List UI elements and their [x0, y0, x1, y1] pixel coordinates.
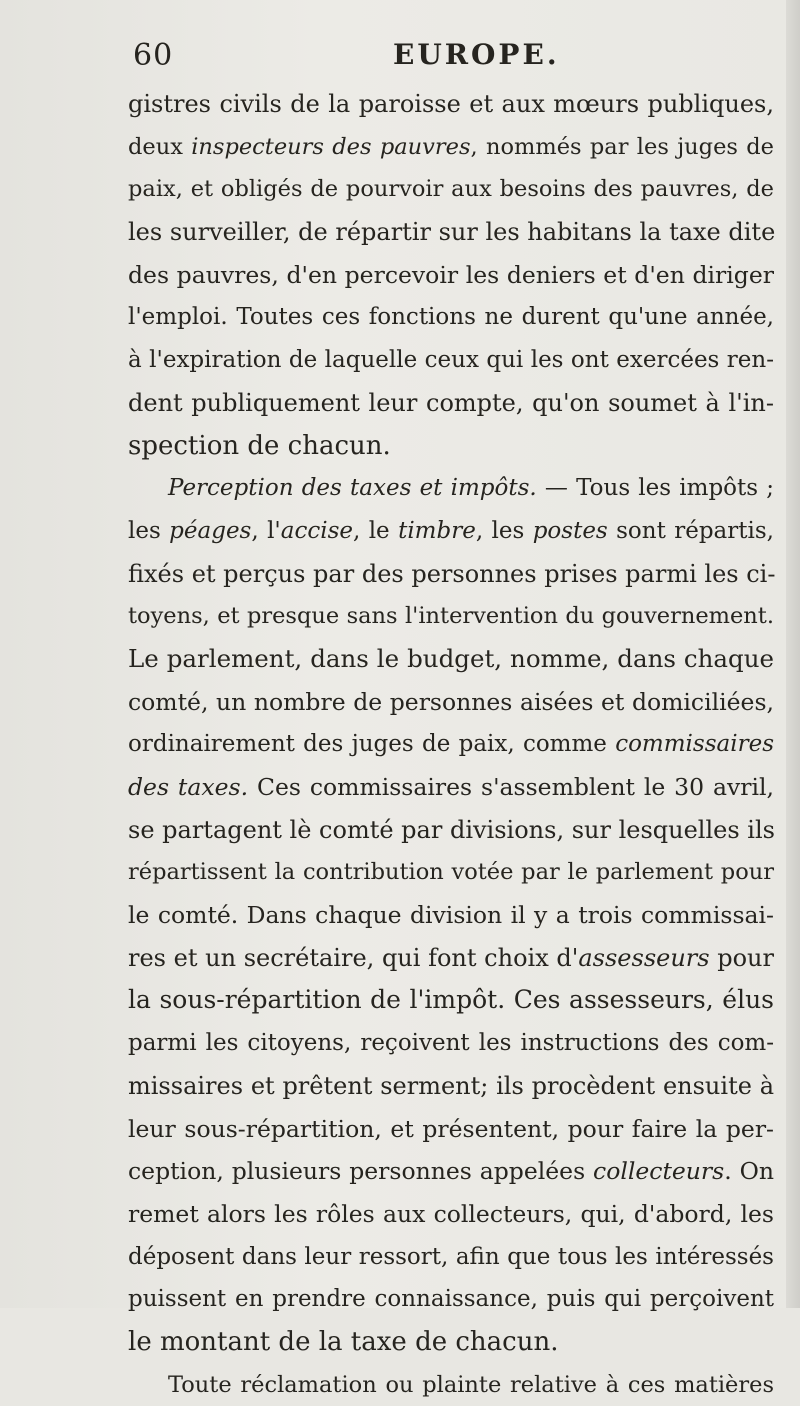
text-line — [128, 168, 774, 211]
text-run: leur sous-répartition, et présentent, pour faire la per- — [128, 1114, 774, 1143]
body-text — [128, 83, 774, 1406]
text-run: les surveiller, de répartir sur les habitans la taxe dite — [128, 218, 776, 247]
text-line — [128, 510, 774, 553]
text-run: spection de chacun. — [128, 430, 391, 461]
text-run: le montant de la taxe de chacun. — [128, 1326, 559, 1357]
text-run: se partagent lè comté par divisions, sur lesquelles ils — [128, 815, 775, 844]
text-line — [128, 211, 774, 254]
text-run: , les — [475, 517, 533, 544]
page-header — [133, 38, 693, 82]
text-line — [128, 723, 774, 766]
text-run: comté, un nombre de personnes aisées et domiciliées, — [128, 687, 774, 716]
italic-text: assesseurs — [578, 943, 710, 972]
text-line — [128, 296, 774, 339]
text-line — [128, 766, 774, 809]
page-edge — [786, 0, 800, 1308]
text-run: res et un secrétaire, qui font choix d' — [128, 943, 579, 972]
italic-text: timbre — [398, 517, 476, 544]
text-run: toyens, et presque sans l'intervention du gouvernement. — [128, 603, 774, 630]
italic-text: des taxes. — [128, 773, 249, 801]
italic-text: péages — [169, 517, 252, 544]
text-line — [128, 1278, 774, 1321]
text-run: remet alors les rôles aux collecteurs, qui, d'abord, les — [128, 1199, 774, 1228]
text-run: fixés et perçus par des personnes prises parmi les ci- — [128, 559, 776, 588]
text-line — [128, 1321, 774, 1364]
italic-text: commissaires — [615, 731, 774, 758]
text-run: deux — [128, 133, 192, 160]
text-line — [128, 1065, 774, 1108]
text-run: puissent en prendre connaissance, puis qui perçoivent — [128, 1286, 774, 1313]
italic-text: postes — [532, 517, 608, 544]
text-line — [128, 937, 774, 980]
text-line — [128, 1108, 774, 1151]
text-run: pour — [709, 943, 774, 972]
text-run: , le — [353, 517, 399, 544]
text-line — [128, 553, 774, 596]
italic-text: inspecteurs des pauvres — [191, 133, 471, 160]
text-run: Ces commissaires s'assemblent le 30 avril, — [248, 773, 774, 801]
text-run: à l'expiration de laquelle ceux qui les ont exercées ren- — [128, 347, 774, 374]
text-line — [128, 681, 774, 724]
text-line — [128, 595, 774, 638]
text-line — [128, 467, 774, 510]
text-line — [128, 1150, 774, 1193]
text-line — [128, 425, 774, 468]
italic-text: accise — [280, 517, 353, 544]
text-line — [128, 809, 774, 852]
text-run: gistres civils de la paroisse et aux mœurs publiques, — [128, 90, 774, 118]
text-run: déposent dans leur ressort, afin que tous les intéressés — [128, 1243, 774, 1270]
text-run: ordinairement des juges de paix, comme — [128, 731, 616, 758]
text-run: Toute réclamation ou plainte relative à ces matières — [168, 1371, 774, 1398]
text-line — [128, 83, 774, 126]
text-run: paix, et obligés de pourvoir aux besoins des pauvres, de — [128, 176, 774, 203]
text-run: ception, plusieurs personnes appelées — [128, 1157, 594, 1186]
text-run: des pauvres, d'en percevoir les deniers et d'en diriger — [128, 260, 774, 289]
text-run: parmi les citoyens, reçoivent les instructions des com- — [128, 1030, 774, 1057]
text-run: Le parlement, dans le budget, nomme, dans chaque — [128, 643, 774, 673]
text-run: missaires et prêtent serment; ils procèdent ensuite à — [128, 1071, 774, 1100]
text-run: les — [128, 517, 170, 544]
text-run: sont répartis, — [607, 517, 774, 544]
text-line — [128, 1236, 774, 1279]
running-title: EUROPE. — [393, 38, 560, 71]
text-line — [128, 339, 774, 382]
text-run: , nommés par les juges de — [470, 133, 774, 160]
italic-text: collecteurs — [593, 1157, 725, 1186]
text-line — [128, 1364, 774, 1406]
text-run: la sous-répartition de l'impôt. Ces assesseurs, élus — [128, 985, 774, 1015]
text-line — [128, 1193, 774, 1236]
text-run: répartissent la contribution votée par le parlement pour — [128, 859, 774, 886]
text-run: le comté. Dans chaque division il y a trois commissai- — [128, 901, 774, 930]
text-run: . On — [724, 1157, 774, 1186]
text-line — [128, 851, 774, 894]
text-line — [128, 254, 774, 297]
text-line — [128, 894, 774, 937]
page-number: 60 — [133, 38, 174, 73]
text-run: dent publiquement leur compte, qu'on soumet à l'in- — [128, 388, 774, 417]
text-run: l'emploi. Toutes ces fonctions ne durent qu'une année, — [128, 304, 774, 331]
text-line — [128, 979, 774, 1022]
text-line — [128, 638, 774, 681]
text-line — [128, 126, 774, 169]
italic-text: Perception des taxes et impôts. — [168, 475, 537, 502]
text-line — [128, 382, 774, 425]
text-line — [128, 1022, 774, 1065]
text-run: , l' — [251, 517, 281, 544]
text-run: — Tous les impôts ; — [536, 475, 774, 502]
